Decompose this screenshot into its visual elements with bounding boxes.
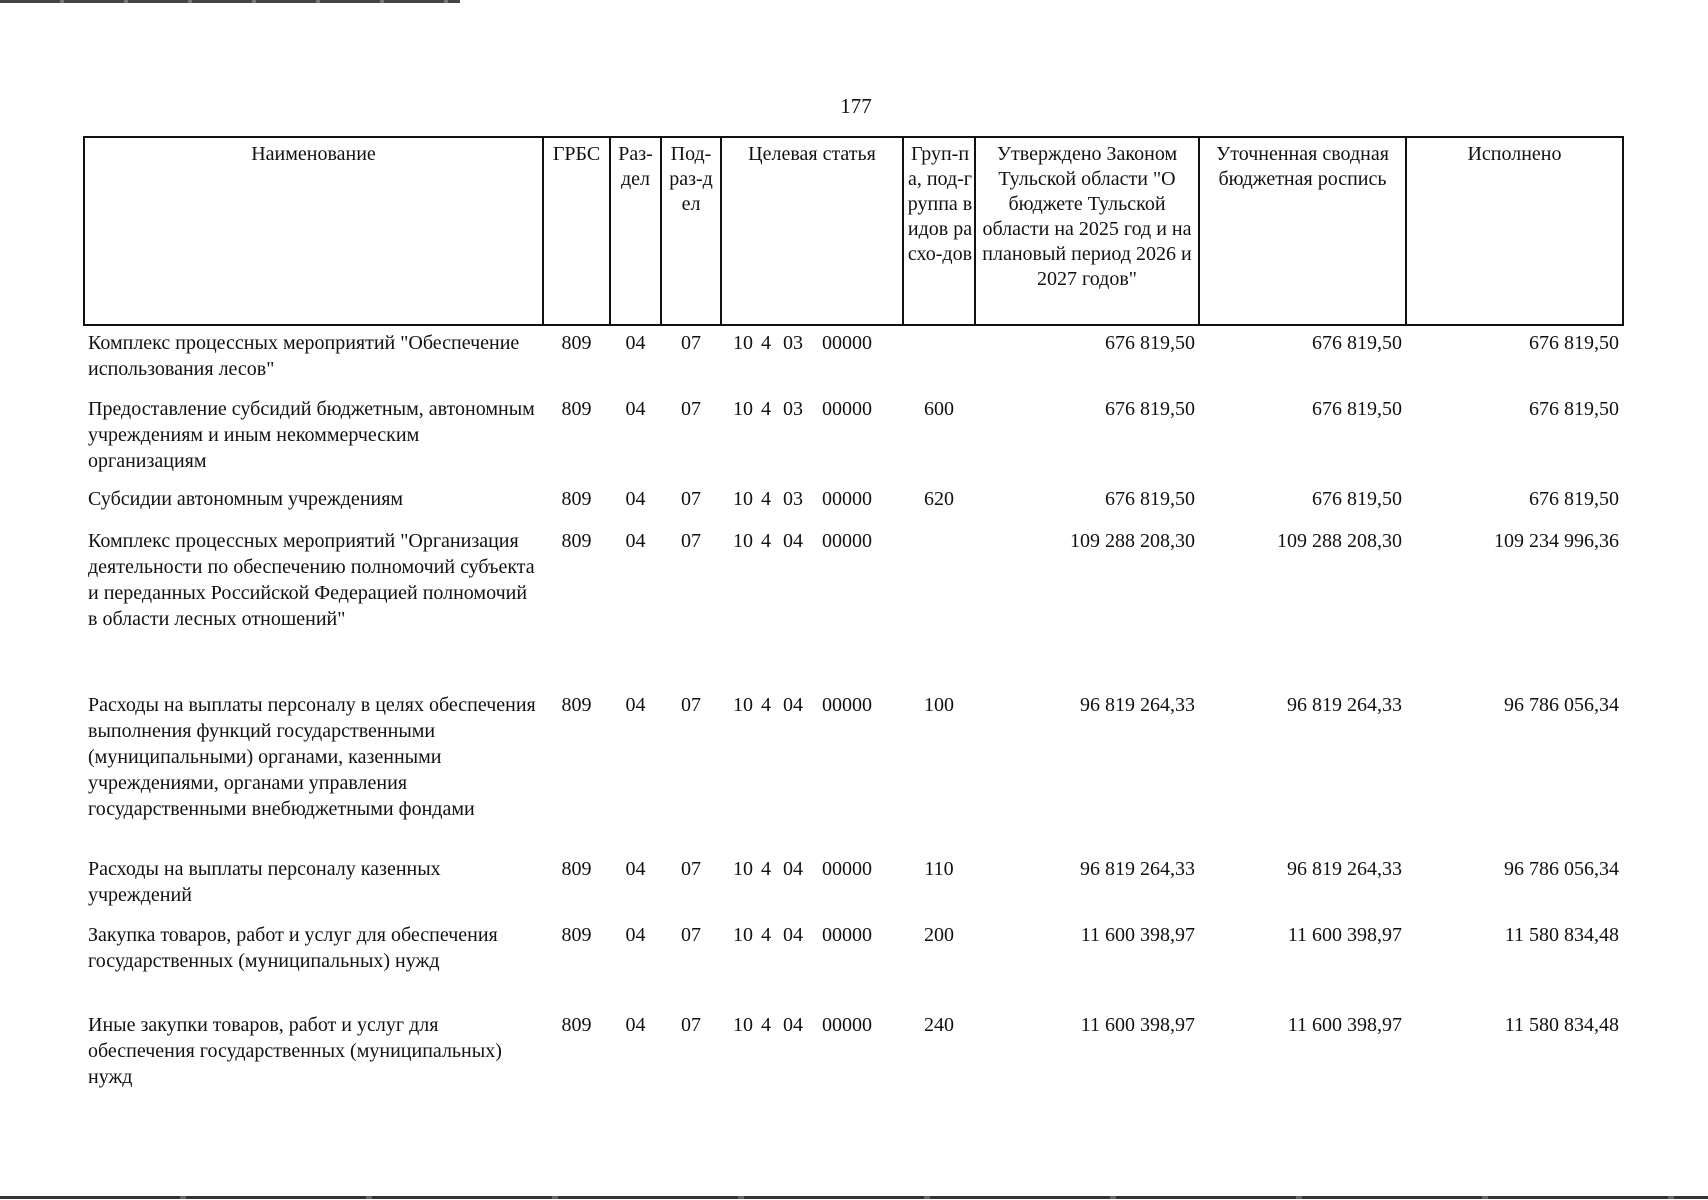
scan-edge-bottom xyxy=(0,1196,1708,1199)
row-podrazdel: 07 xyxy=(681,488,701,510)
target-direction: 00000 xyxy=(822,924,872,946)
table-row xyxy=(84,325,1623,396)
header-group xyxy=(903,137,975,325)
row-group: 620 xyxy=(924,488,954,510)
target-program: 10 xyxy=(733,924,753,946)
target-complex: 04 xyxy=(783,530,803,552)
header-grbs xyxy=(543,137,610,325)
row-refined: 676 819,50 xyxy=(1312,332,1402,354)
row-refined: 676 819,50 xyxy=(1312,488,1402,510)
row-target xyxy=(721,856,903,922)
row-target xyxy=(721,922,903,1012)
row-name: Субсидии автономным учреждениям xyxy=(88,488,404,510)
header-approved-label: Утверждено Законом Тульской области "О бюджете Тульской области на 2025 год и на плановый период 2026 и 2027 годов" xyxy=(982,143,1192,290)
row-grbs: 809 xyxy=(561,398,592,420)
target-program: 10 xyxy=(733,332,753,354)
row-razdel: 04 xyxy=(625,488,646,510)
row-name: Расходы на выплаты персоналу казенных учреждений xyxy=(88,858,441,906)
target-type: 4 xyxy=(761,1014,771,1036)
header-group-label: Груп-па, под-группа видов расхо-дов xyxy=(907,143,973,265)
row-name: Закупка товаров, работ и услуг для обеспечения государственных (муниципальных) нужд xyxy=(88,924,498,972)
row-approved: 676 819,50 xyxy=(1105,332,1195,354)
target-complex: 04 xyxy=(783,858,803,880)
row-grbs: 809 xyxy=(561,924,592,946)
row-executed: 11 580 834,48 xyxy=(1504,924,1619,946)
target-complex: 03 xyxy=(783,332,803,354)
header-refined xyxy=(1199,137,1406,325)
scan-edge-top xyxy=(0,0,460,3)
target-program: 10 xyxy=(733,1014,753,1036)
target-program: 10 xyxy=(733,488,753,510)
row-name: Комплекс процессных мероприятий "Обеспечение использования лесов" xyxy=(88,332,520,380)
row-razdel: 04 xyxy=(625,858,646,880)
row-grbs: 809 xyxy=(561,858,592,880)
target-type: 4 xyxy=(761,488,771,510)
row-razdel: 04 xyxy=(625,924,646,946)
header-refined-label: Уточненная сводная бюджетная роспись xyxy=(1216,143,1389,190)
row-refined: 96 819 264,33 xyxy=(1287,858,1402,880)
row-group xyxy=(903,528,975,692)
row-podrazdel: 07 xyxy=(681,858,701,880)
header-name-label: Наименование xyxy=(251,143,376,165)
row-refined: 11 600 398,97 xyxy=(1287,924,1402,946)
row-group xyxy=(903,325,975,396)
row-group: 110 xyxy=(924,858,954,880)
target-program: 10 xyxy=(733,530,753,552)
table-row xyxy=(84,692,1623,856)
header-podrazdel-label: Под-раз-дел xyxy=(669,143,713,215)
target-type: 4 xyxy=(761,924,771,946)
target-type: 4 xyxy=(761,858,771,880)
header-grbs-label: ГРБС xyxy=(552,143,601,165)
row-razdel: 04 xyxy=(625,1014,646,1036)
row-executed: 676 819,50 xyxy=(1529,398,1619,420)
row-target xyxy=(721,1012,903,1102)
row-executed: 96 786 056,34 xyxy=(1504,694,1619,716)
target-complex: 04 xyxy=(783,924,803,946)
target-direction: 00000 xyxy=(822,858,872,880)
target-direction: 00000 xyxy=(822,1014,872,1036)
row-target xyxy=(721,528,903,692)
target-direction: 00000 xyxy=(822,530,872,552)
page-number: 177 xyxy=(840,94,872,118)
row-executed: 11 580 834,48 xyxy=(1504,1014,1619,1036)
row-target xyxy=(721,692,903,856)
row-razdel: 04 xyxy=(625,694,646,716)
row-grbs: 809 xyxy=(561,1014,592,1036)
target-complex: 03 xyxy=(783,488,803,510)
row-podrazdel: 07 xyxy=(681,924,701,946)
target-program: 10 xyxy=(733,398,753,420)
target-type: 4 xyxy=(761,530,771,552)
header-podrazdel xyxy=(661,137,721,325)
row-refined: 676 819,50 xyxy=(1312,398,1402,420)
row-name: Предоставление субсидий бюджетным, автономным учреждениям и иным некоммерческим организациям xyxy=(88,398,535,472)
row-grbs: 809 xyxy=(561,694,592,716)
header-approved xyxy=(975,137,1199,325)
header-executed-label: Исполнено xyxy=(1467,143,1562,165)
row-approved: 109 288 208,30 xyxy=(1070,530,1195,552)
row-executed: 96 786 056,34 xyxy=(1504,858,1619,880)
row-name: Иные закупки товаров, работ и услуг для обеспечения государственных (муниципальных) нужд xyxy=(88,1014,502,1088)
row-grbs: 809 xyxy=(561,488,592,510)
header-row xyxy=(84,137,1623,325)
row-name: Расходы на выплаты персоналу в целях обеспечения выполнения функций государственными (муниципальными) органами, казенными учреждениями, органами управления государственными внебюджетными фондами xyxy=(88,694,536,820)
target-complex: 04 xyxy=(783,694,803,716)
row-executed: 676 819,50 xyxy=(1529,488,1619,510)
header-target-label: Целевая статья xyxy=(748,143,876,165)
row-razdel: 04 xyxy=(625,530,646,552)
target-program: 10 xyxy=(733,858,753,880)
row-podrazdel: 07 xyxy=(681,398,701,420)
row-group: 600 xyxy=(924,398,954,420)
row-target xyxy=(721,486,903,528)
target-complex: 03 xyxy=(783,398,803,420)
row-grbs: 809 xyxy=(561,530,592,552)
header-razdel xyxy=(610,137,661,325)
row-razdel: 04 xyxy=(625,398,646,420)
row-approved: 11 600 398,97 xyxy=(1080,1014,1195,1036)
budget-table xyxy=(83,136,1624,1102)
row-podrazdel: 07 xyxy=(681,530,701,552)
target-type: 4 xyxy=(761,332,771,354)
target-program: 10 xyxy=(733,694,753,716)
target-type: 4 xyxy=(761,398,771,420)
row-podrazdel: 07 xyxy=(681,1014,701,1036)
target-direction: 00000 xyxy=(822,398,872,420)
target-direction: 00000 xyxy=(822,332,872,354)
row-approved: 676 819,50 xyxy=(1105,488,1195,510)
row-group: 100 xyxy=(924,694,954,716)
header-executed xyxy=(1406,137,1623,325)
header-name xyxy=(84,137,543,325)
row-grbs: 809 xyxy=(561,332,592,354)
table-row xyxy=(84,922,1623,1012)
row-name: Комплекс процессных мероприятий "Организация деятельности по обеспечению полномочий субъекта и переданных Российской Федерацией полномочий в области лесных отношений" xyxy=(88,530,535,630)
row-target xyxy=(721,325,903,396)
target-direction: 00000 xyxy=(822,488,872,510)
row-approved: 11 600 398,97 xyxy=(1080,924,1195,946)
table-row xyxy=(84,486,1623,528)
row-group: 200 xyxy=(924,924,954,946)
table-row xyxy=(84,856,1623,922)
row-approved: 676 819,50 xyxy=(1105,398,1195,420)
row-podrazdel: 07 xyxy=(681,332,701,354)
row-approved: 96 819 264,33 xyxy=(1080,694,1195,716)
table-row xyxy=(84,1012,1623,1102)
header-target xyxy=(721,137,903,325)
row-approved: 96 819 264,33 xyxy=(1080,858,1195,880)
row-razdel: 04 xyxy=(625,332,646,354)
header-razdel-label: Раз-дел xyxy=(618,143,653,190)
row-target xyxy=(721,396,903,486)
row-refined: 11 600 398,97 xyxy=(1287,1014,1402,1036)
row-executed: 676 819,50 xyxy=(1529,332,1619,354)
target-type: 4 xyxy=(761,694,771,716)
table-row xyxy=(84,396,1623,486)
row-refined: 109 288 208,30 xyxy=(1277,530,1402,552)
row-podrazdel: 07 xyxy=(681,694,701,716)
row-refined: 96 819 264,33 xyxy=(1287,694,1402,716)
row-executed: 109 234 996,36 xyxy=(1494,530,1619,552)
table-row xyxy=(84,528,1623,692)
target-direction: 00000 xyxy=(822,694,872,716)
row-group: 240 xyxy=(924,1014,954,1036)
target-complex: 04 xyxy=(783,1014,803,1036)
